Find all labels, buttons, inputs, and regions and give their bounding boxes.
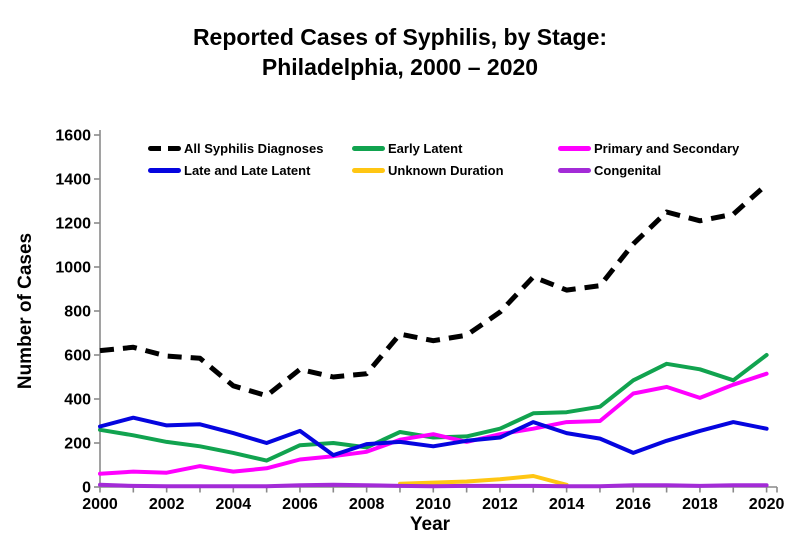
legend-label: Congenital: [594, 162, 662, 178]
y-tick-label: 0: [82, 479, 91, 497]
y-tick-label: 600: [64, 347, 91, 365]
x-tick-label: 2004: [215, 496, 252, 513]
y-tick-label: 400: [64, 391, 91, 409]
y-tick-label: 1400: [55, 171, 91, 189]
x-tick-label: 2014: [548, 496, 585, 513]
legend-label: Early Latent: [388, 140, 463, 156]
x-tick-label: 2012: [482, 496, 518, 513]
legend-label: Late and Late Latent: [184, 162, 311, 178]
x-tick-label: 2000: [82, 496, 118, 513]
y-tick-label: 200: [64, 435, 91, 453]
legend-label: Primary and Secondary: [594, 140, 740, 156]
chart-title-line2: Philadelphia, 2000 – 2020: [261, 54, 539, 80]
y-tick-label: 1000: [55, 259, 91, 277]
x-tick-label: 2018: [682, 496, 718, 513]
x-tick-label: 2020: [748, 496, 785, 513]
series-line-unknown-duration: [400, 476, 567, 485]
x-tick-label: 2008: [348, 496, 385, 513]
x-tick-label: 2006: [282, 496, 318, 513]
x-tick-label: 2002: [148, 496, 185, 513]
y-tick-label: 1200: [55, 215, 91, 233]
series-line-congenital: [100, 485, 767, 487]
series-lines: [100, 185, 767, 487]
axes: [55, 128, 784, 514]
legend-label: Unknown Duration: [388, 162, 504, 178]
y-tick-label: 1600: [55, 127, 91, 145]
y-tick-label: 800: [64, 303, 91, 321]
x-tick-label: 2016: [615, 496, 652, 513]
legend-label: All Syphilis Diagnoses: [184, 140, 324, 156]
chart-title-line1: Reported Cases of Syphilis, by Stage:: [192, 24, 608, 50]
y-axis-title: Number of Cases: [15, 232, 36, 390]
x-tick-label: 2010: [415, 496, 452, 513]
x-axis-title: Year: [409, 514, 451, 535]
